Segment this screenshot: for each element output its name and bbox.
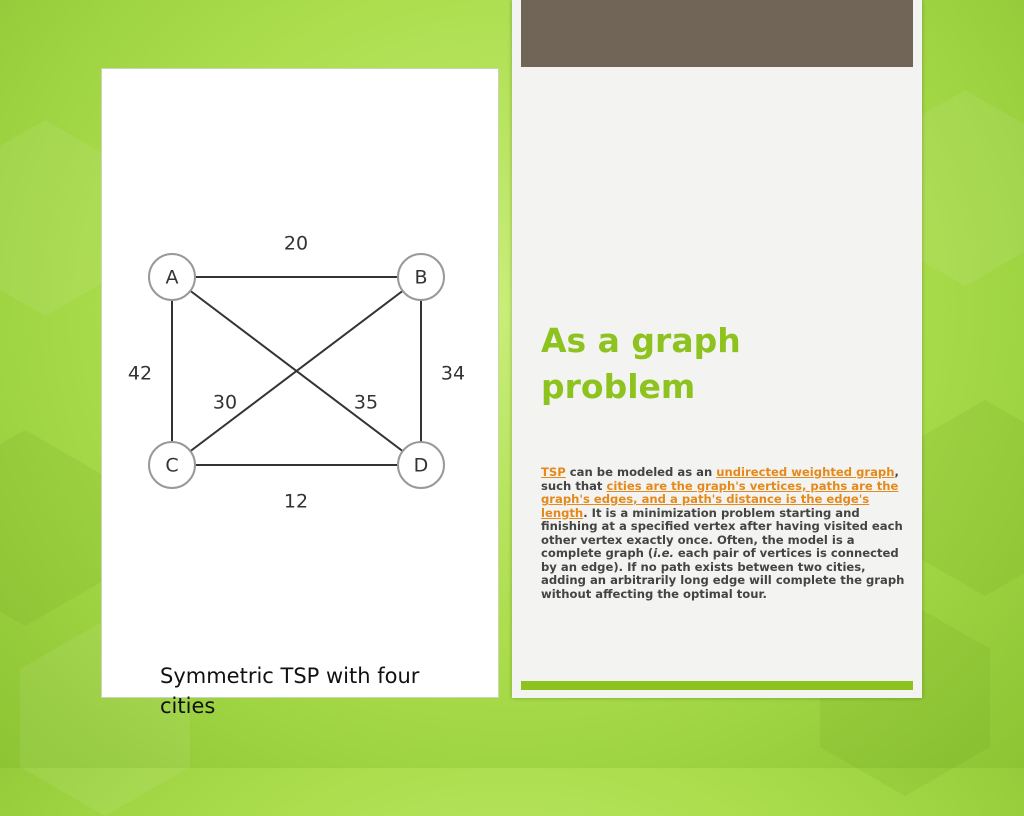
slide-title: As a graph problem bbox=[541, 321, 741, 406]
diagram-caption: Symmetric TSP with four cities bbox=[160, 664, 420, 718]
body-text-segment: . It is a minimization problem starting and finishing at a specified vertex after having visited each other vertex exactly once. Often, the model is a complete graph ( bbox=[541, 505, 903, 560]
edges-link[interactable]: edges bbox=[593, 492, 634, 506]
node-label: B bbox=[414, 266, 428, 289]
background-hexagon bbox=[0, 430, 110, 626]
diagram-panel bbox=[101, 68, 499, 718]
node-label: A bbox=[165, 266, 179, 289]
node-d bbox=[398, 442, 444, 488]
node-label: C bbox=[165, 454, 179, 477]
edge-weight-bd: 34 bbox=[440, 362, 466, 385]
body-text-segment: each pair of vertices is connected by an edge). If no path exists between two cities, adding an arbitrarily long edge will complete the graph without affecting the optimal tour. bbox=[541, 546, 905, 601]
edge-layer bbox=[172, 277, 421, 465]
tsp-graph-diagram bbox=[102, 69, 500, 699]
undirected-weighted-graph-link[interactable]: undirected weighted graph bbox=[716, 465, 895, 479]
edge-weight-bc: 30 bbox=[212, 391, 238, 414]
node-c bbox=[149, 442, 195, 488]
tsp-link[interactable]: TSP bbox=[541, 465, 566, 479]
edge-weight-ac: 42 bbox=[127, 362, 153, 385]
ie-abbreviation: i.e. bbox=[653, 546, 674, 560]
body-text-segment: can be modeled as an bbox=[565, 465, 717, 479]
header-band bbox=[521, 0, 913, 67]
vertices-link[interactable]: cities are the graph's vertices, paths are the graph's bbox=[541, 478, 899, 506]
node-label: D bbox=[413, 454, 429, 477]
node-a bbox=[149, 254, 195, 300]
edge-weight-ab: 20 bbox=[283, 232, 309, 255]
footer-band bbox=[521, 681, 913, 690]
body-text-segment: , such that bbox=[541, 465, 899, 493]
edge-length-link[interactable]: , and a path's distance is the edge's length bbox=[541, 492, 870, 520]
edge-weight-cd: 12 bbox=[283, 490, 309, 513]
text-panel bbox=[512, 0, 922, 698]
body-paragraph bbox=[541, 466, 907, 601]
edge-weight-ad: 35 bbox=[353, 391, 379, 414]
node-b bbox=[398, 254, 444, 300]
